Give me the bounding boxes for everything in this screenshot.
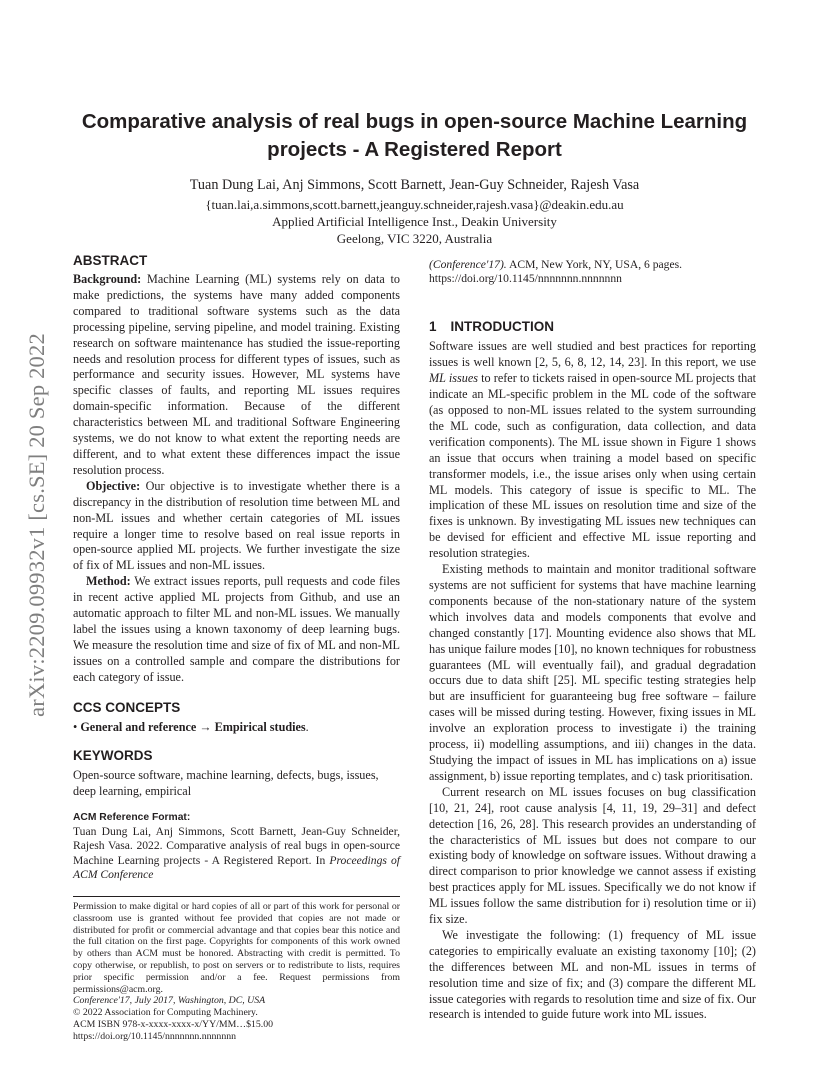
- arxiv-stamp-container: [22, 290, 52, 760]
- paper-title: Comparative analysis of real bugs in open-source Machine Learning projects - A Registered Report: [81, 110, 748, 161]
- ccs-subconcept: Empirical studies: [214, 719, 306, 734]
- permission-text: Permission to make digital or hard copies of all or part of this work for personal or classroom use is granted without fee provided that copies are not made or distributed for profit or commercial advantage and that copies bear this notice and the full citation on the first page. Copyrights for components of this work owned by others than ACM must be honored. Abstracting with credit is permitted. To copy otherwise, or republish, to post on servers or to redistribute to lists, requires prior specific permission and/or a fee. Request permissions from permissions@acm.org.: [73, 901, 400, 995]
- ccs-concepts: [73, 720, 400, 736]
- intro-p1-start: Software issues are well studied and best practices for reporting issues is well known [2, 5, 6, 8, 12, 14, 23]. In this report, we use: [429, 339, 756, 370]
- acm-ref-body: [73, 825, 400, 882]
- objective-label: Objective:: [86, 478, 141, 493]
- ccs-heading: CCS CONCEPTS: [73, 699, 181, 715]
- left-column: [73, 252, 400, 1043]
- author-list: Tuan Dung Lai, Anj Simmons, Scott Barnett, Jean-Guy Schneider, Rajesh Vasa: [189, 177, 640, 193]
- ccs-arrow: →: [199, 719, 212, 734]
- section-title: INTRODUCTION: [450, 319, 555, 335]
- keywords-text: Open-source software, machine learning, defects, bugs, issues, deep learning, empirical: [73, 768, 379, 799]
- abstract-body: [73, 272, 400, 686]
- intro-paragraph-3: Current research on ML issues focuses on bug classification [10, 21, 24], root cause analysis [4, 11, 19, 29–31] and defect detection [16, 26, 28]. This research provides an understanding of the characteristics of ML issues but does not compare to our existing body of knowledge on software issues. Without drawing a direct comparison to prior knowledge we cannot assess if existing best practices apply for ML issues. Specifically we do not know if ML issues follow the same distribution for i) resolution time or ii) fix size.: [429, 784, 756, 927]
- permission-doi: https://doi.org/10.1145/nnnnnnn.nnnnnnn: [73, 1030, 237, 1042]
- arxiv-stamp: arXiv:2209.09932v1 [cs.SE] 20 Sep 2022: [24, 333, 50, 717]
- abstract-objective: [73, 479, 400, 574]
- acm-ref-tail: ACM, New York, NY, USA, 6 pages. https://doi.org/10.1145/nnnnnnn.nnnnnnn: [429, 258, 683, 286]
- background-text: Machine Learning (ML) systems rely on data to make predictions, the systems have many added components compared to traditional software systems such as the data processing pipeline, serving pipeline, and model training. Existing research on software maintenance has studied the issue-reporting needs and resolution process for different types of issues, such as performance and security issues. However, ML systems have specific classes of faults, and reporting ML issues requires domain-specific information. Because of the different characteristics between ML and traditional Software Engineering systems, we do not know to what extent the reporting needs are different, and to what extent these differences impact the issue resolution process.: [73, 272, 401, 477]
- permission-notice: [73, 896, 400, 1043]
- acm-ref-continuation: [429, 258, 756, 286]
- intro-p1-emphasis: ML issues: [429, 371, 478, 386]
- introduction-body: [429, 339, 756, 1023]
- permission-isbn: ACM ISBN 978-x-xxxx-xxxx-x/YY/MM…$15.00: [73, 1019, 274, 1031]
- method-text: We extract issues reports, pull requests and code files in recent active applied ML projects from Github, and use an automatic approach to filter ML and non-ML issues. We manually label the issues using a known taxonomy of deep learning bugs. We measure the resolution time and size of fix of ML and non-ML issues on a controlled sample and compare the distributions for each category of issue.: [73, 574, 400, 684]
- right-column: [429, 252, 756, 1023]
- abstract-background: [73, 272, 400, 479]
- ccs-period: .: [305, 719, 309, 734]
- acm-ref-venue-end: (Conference'17).: [429, 258, 507, 271]
- acm-ref-heading: ACM Reference Format:: [73, 812, 191, 824]
- section-number: 1: [429, 319, 437, 335]
- ccs-concept: General and reference: [80, 719, 197, 734]
- abstract-heading: ABSTRACT: [73, 253, 148, 268]
- intro-paragraph-4: We investigate the following: (1) frequency of ML issue categories to empirically evaluate an existing taxonomy [10]; (2) the differences between ML and non-ML issues in terms of resolution time and size of fix; and (3) compare the different ML issue categories with regards to resolution time and size of fix. Our research is intended to guide future work into ML issues.: [429, 927, 756, 1022]
- keywords-heading: KEYWORDS: [73, 748, 153, 764]
- intro-paragraph-2: Existing methods to maintain and monitor traditional software systems are not sufficient for systems that have machine learning components because of the non-stationary nature of the system which involves data and models components that evolve and changed constantly [17]. Mounting evidence also shows that ML has unique failure modes [10], no known techniques for robustness guarantees (ML will eventually fail), and gradual degradation occurs due to data shift [25]. ML specific testing strategies help but are insufficient for guaranteeing bug free software – failure cases will be missed during testing. However, fixing issues in ML involve an exploration process to investigate i) the training process, ii) modelling assumptions, and iii) changes in the data. Studying the impact of issues in ML has implications on a) issue assignment, b) issue reporting templates, and c) task prioritisation.: [429, 562, 756, 783]
- ccs-bullet: •: [73, 719, 78, 734]
- acm-ref-text: [73, 825, 400, 882]
- acm-ref-citation: Tuan Dung Lai, Anj Simmons, Scott Barnett, Jean-Guy Schneider, Rajesh Vasa. 2022. Comparative analysis of real bugs in open-source Machine Learning projects - A Registered Report. In: [73, 825, 400, 867]
- background-label: Background:: [73, 272, 142, 286]
- acm-ref-venue-start: Proceedings of ACM Conference: [73, 853, 400, 881]
- abstract-method: [73, 574, 400, 685]
- method-label: Method:: [86, 574, 131, 589]
- intro-p1-rest: to refer to tickets raised in open-source ML projects that indicate an ML-specific problem in the ML code of the software (as opposed to non-ML issues related to the system surrounding the ML code, such as configuration, data collection, and data verification components). The ML issue shown in Figure 1 shows an issue that occurs when training a model based on specific transformer models, i.e., the issue arises only when using certain ML models. This category of issue is specific to ML. The implication of these ML issues on resolution time and size of the fixes is unknown. By investigating ML issues new techniques can be devised for efficient and effective ML issue reporting and resolution strategies.: [429, 371, 757, 561]
- permission-copyright: © 2022 Association for Computing Machinery.: [73, 1007, 258, 1019]
- location: Geelong, VIC 3220, Australia: [336, 231, 493, 246]
- affiliation: Applied Artificial Intelligence Inst., Deakin University: [272, 214, 557, 229]
- introduction-heading: [429, 318, 756, 336]
- paper-header: [73, 108, 756, 247]
- permission-conference: Conference'17, July 2017, Washington, DC, USA: [73, 995, 266, 1007]
- acm-ref-continued: [429, 258, 756, 286]
- author-emails: {tuan.lai,a.simmons,scott.barnett,jeanguy.schneider,rajesh.vasa}@deakin.edu.au: [205, 197, 624, 212]
- objective-text: Our objective is to investigate whether there is a discrepancy in the distribution of resolution time between ML and non-ML issues and whether certain categories of ML issues require a longer time to resolve based on real issue reports in open-source applied ML projects. We further investigate the size of fix of ML issues and non-ML issues.: [73, 478, 400, 573]
- intro-paragraph-1: [429, 339, 756, 562]
